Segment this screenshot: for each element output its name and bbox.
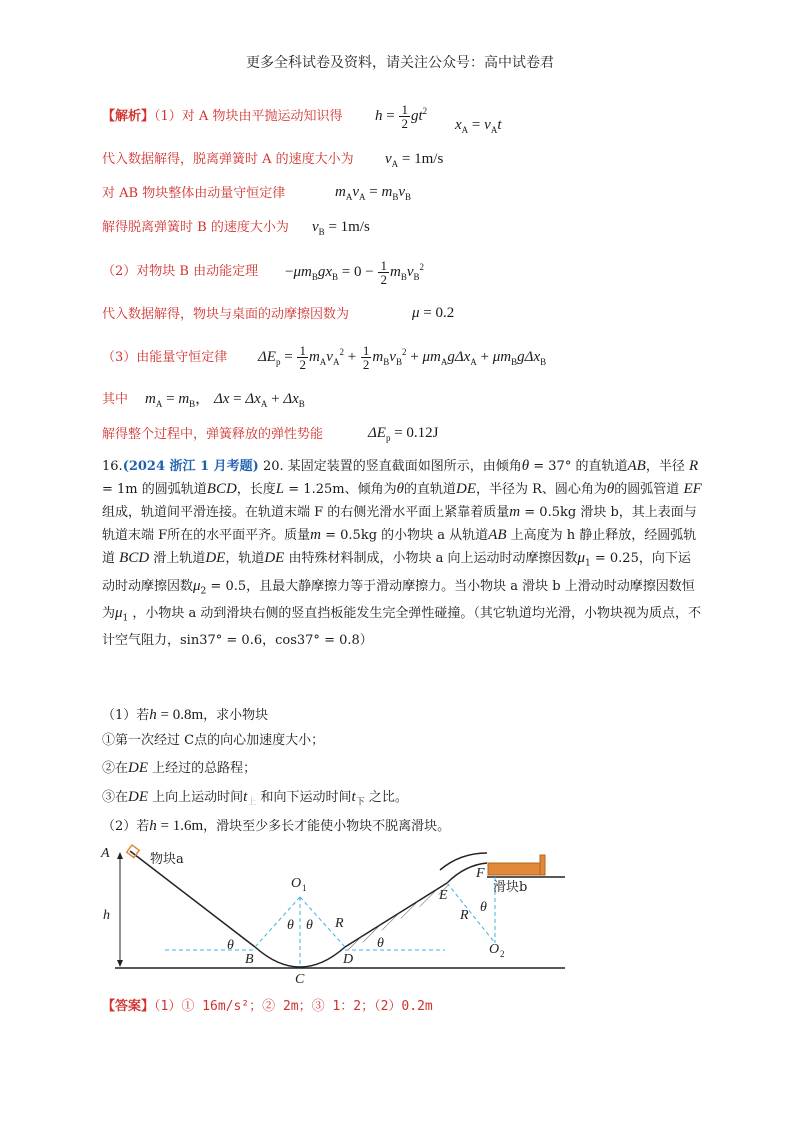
answer-tag: 【答案】: [102, 999, 155, 1014]
label-o1-sub: 1: [302, 883, 307, 893]
label-h: h: [103, 908, 110, 923]
equation-vA: $v_A = 1m/s$: [385, 151, 444, 169]
equation-where: $m_A = m_B$， $\Delta x = \Delta x_A + \Delta x_B$: [145, 391, 305, 409]
label-theta-3: θ: [227, 938, 234, 953]
solution-tag: 【解析】: [102, 109, 155, 124]
solution-line-8: 其中: [102, 392, 129, 407]
page-header: 更多全科试卷及资料，请关注公众号：高中试卷君: [246, 55, 554, 71]
equation-momentum: $m_Av_A = m_Bv_B$: [335, 184, 412, 202]
label-r-2: R: [460, 908, 469, 923]
label-theta-1: θ: [287, 918, 294, 933]
label-o2-sub: 2: [500, 949, 505, 959]
block-b-stopper: [540, 855, 545, 875]
label-block-b: 滑块b: [493, 880, 528, 895]
answer-line: [102, 995, 433, 1014]
label-o1: O: [291, 876, 302, 891]
equation-energy-B: $-\mu m_Bgx_B = 0$ − $\frac{1}{2}$ $m_Bv_B^2$: [285, 258, 425, 288]
question-paragraph: 16.(2024 浙江 1 月考题) 20. 某固定装置的竖直截面如图所示，由倾角θ = 37° 的直轨道AB，半径 R = 1m 的圆弧轨道BCD，长度L = 1.25m、倾角为θ的直轨道DE，半径为 R、圆心角为θ的圆弧管道 EF 组成，轨道间平滑连接。在轨道末端 F 的右侧光滑水平面上紧靠着质量m = 0.5kg 滑块 b，其上表面与轨道末端 F所在的水平面平齐。质量m = 0.5kg 的小物块 a 从轨道AB 上高度为 h 静止释放，经圆弧轨道 BCD 滑上轨道DE，轨道DE 由特殊材料制成，小物块 a 向上运动时动摩擦因数$\mu_1 = 0.25$，向下运动时动摩擦因数$\mu_2 = 0.5$，且最大静摩擦力等于滑动摩擦力。当小物块 a 滑块 b 上滑动时动摩擦因数恒为$\mu_1$ ，小物块 a 动到滑块右侧的竖直挡板能发生完全弹性碰撞。（其它轨道均光滑，小物块视为质点，不计空气阻力，sin37° = 0.6，cos37° = 0.8）: [102, 458, 702, 648]
solution-line-4: 解得脱离弹簧时 B 的速度大小为: [102, 220, 289, 235]
solution-line-7: （3）由能量守恒定律: [102, 350, 228, 365]
label-o2: O: [489, 942, 500, 957]
label-r-1: R: [335, 916, 344, 931]
equation-h: h = $\frac{1}{2}$ $gt^2$: [375, 102, 428, 132]
label-theta-2: θ: [306, 918, 313, 933]
block-b: [488, 863, 540, 875]
label-theta-4: θ: [377, 936, 384, 951]
label-block-a: 物块a: [150, 852, 184, 867]
equation-energy-conservation: $\Delta E_p$ = $\frac{1}{2}$ $m_Av_A^2$ + $\frac{1}{2}$ $m_Bv_B^2 + \mu m_Ag\Delta x_A + \mu m_Bg\Delta x_B$: [258, 343, 547, 373]
equation-xA: $x_A = v_At$: [455, 117, 502, 135]
label-e: E: [439, 888, 448, 903]
solution-line-5: （2）对物块 B 由动能定理: [102, 264, 259, 279]
question-source: (2024 浙江 1 月考题): [122, 459, 259, 474]
label-b: B: [245, 952, 254, 967]
track-diagram: [95, 835, 575, 985]
part-1-sub-1: ①第一次经过 C点的向心加速度大小；: [102, 733, 325, 748]
equation-mu: μ = 0.2: [412, 305, 455, 321]
equation-Ep: $\Delta E_p = 0.12J$: [368, 425, 439, 443]
label-d: D: [343, 952, 354, 967]
part-1-sub-2: ②在DE 上经过的总路程；: [102, 760, 257, 776]
label-theta-5: θ: [480, 900, 487, 915]
solution-line-1: [102, 107, 342, 127]
solution-line-3: 对 AB 物块整体由动量守恒定律: [102, 186, 286, 201]
height-arrow-bottom: [117, 960, 123, 967]
solution-text-1: （1）对 A 物块由平抛运动知识得: [154, 109, 343, 124]
part-2: （2）若h = 1.6m，滑块至少多长才能使小物块不脱离滑块。: [102, 818, 451, 834]
solution-line-6: 代入数据解得，物块与桌面的动摩擦因数为: [102, 307, 350, 322]
equation-vB: $v_B = 1m/s$: [312, 219, 370, 237]
part-1-sub-3: ③在DE 上向上运动时间$t_上$ 和向下运动时间$t_下$ 之比。: [102, 789, 408, 808]
label-f: F: [476, 866, 485, 881]
label-a: A: [101, 846, 110, 861]
label-c: C: [295, 972, 305, 985]
height-arrow-top: [117, 852, 123, 859]
incline-ab: [130, 851, 255, 947]
solution-line-2: 代入数据解得，脱离弹簧时 A 的速度大小为: [102, 152, 354, 167]
incline-de-hatch: [345, 883, 451, 951]
answer-text: （1）① 16m/s²；② 2m；③ 1：2；（2）0.2m: [154, 999, 433, 1014]
solution-line-9: 解得整个过程中，弹簧释放的弹性势能: [102, 427, 324, 442]
part-1: （1）若h = 0.8m，求小物块: [102, 707, 269, 723]
